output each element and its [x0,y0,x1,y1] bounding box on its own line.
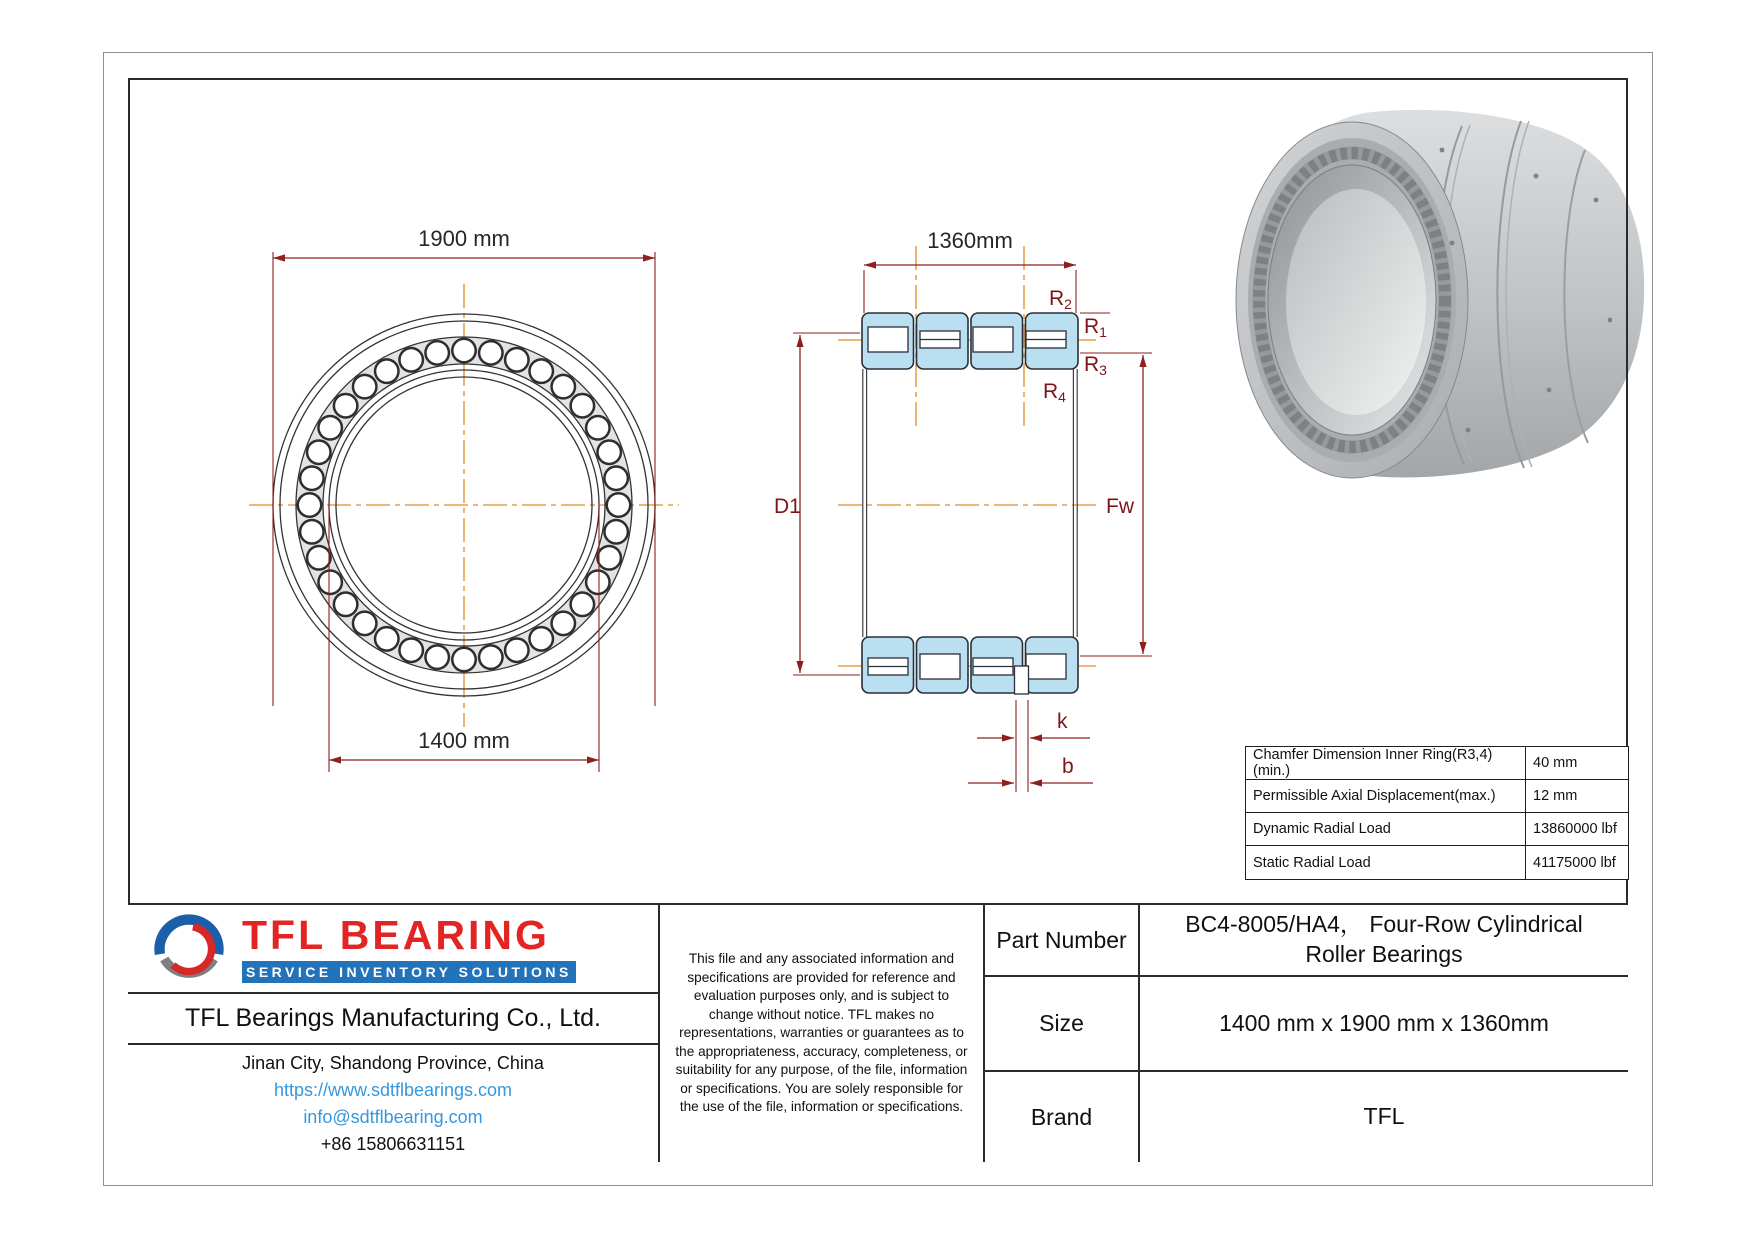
spec-value: 13860000 lbf [1533,821,1617,837]
contact-cell [128,1045,660,1162]
spec-label: Static Radial Load [1246,846,1526,879]
bearing-3d-render [1236,110,1644,478]
d1-label: D1 [774,495,801,518]
b-label: b [1062,755,1074,778]
phone-number: +86 15806631151 [320,1133,466,1154]
brand-label: Brand [985,1072,1140,1162]
website-link[interactable]: https://www.sdtflbearings.com [273,1079,513,1100]
width-dimension-label: 1360mm [927,228,1013,253]
lubrication-slot [1015,666,1029,694]
bore-dimension-label: 1400 mm [418,728,510,753]
brand-name: TFL BEARING [242,912,550,959]
spec-label: Chamfer Dimension Inner Ring(R3,4)(min.) [1246,747,1526,779]
company-name: TFL Bearings Manufacturing Co., Ltd. [128,994,660,1045]
od-dimension-label: 1900 mm [418,226,510,251]
spec-row-static-load [1246,846,1628,879]
k-label: k [1057,710,1068,733]
brand-block [242,914,576,982]
spec-label: Dynamic Radial Load [1246,813,1526,845]
spec-row-chamfer [1246,747,1628,780]
cross-section-drawing [774,228,1152,792]
spec-table [1245,746,1629,880]
r1-label: R1 [1084,315,1107,340]
r2-label: R2 [1049,287,1072,312]
disclaimer-text: This file and any associated information and specifications are provided for reference and evaluation purposes only, and is subject to change without notice. TFL makes no representations, warranties or guarantees as to the appropriateness, accuracy, completeness, or suitability for any purpose, of the file, information or specifications. You are solely responsible for the use of the file, information or specifications. [660,905,985,1162]
spec-row-axial-displacement [1246,780,1628,813]
bore-sheen [1286,189,1426,415]
size-value: 1400 mm x 1900 mm x 1360mm [1140,977,1628,1072]
title-block [128,903,1628,1160]
brand-value: TFL [1363,1103,1405,1130]
r4-label: R4 [1043,380,1066,405]
size-label: Size [985,977,1140,1072]
spec-value: 12 mm [1533,788,1578,804]
fw-label: Fw [1106,495,1134,518]
front-view-drawing [249,226,679,772]
brand-tagline: SERVICE INVENTORY SOLUTIONS [242,961,576,983]
top-ring-assembly [862,313,1078,369]
part-number-label: Part Number [985,905,1140,977]
spec-label: Permissible Axial Displacement(max.) [1246,780,1526,812]
logo-cell [128,905,660,994]
spec-value: 41175000 lbf [1533,854,1616,871]
company-address: Jinan City, Shandong Province, China [242,1052,544,1073]
spec-value: 40 mm [1533,755,1578,771]
tfl-logo-icon [150,910,228,988]
spec-row-dynamic-load [1246,813,1628,846]
part-number-value: BC4-8005/HA4， Four-Row Cylindrical Roller Bearings [1140,905,1628,977]
email-link[interactable]: info@sdtflbearing.com [303,1106,483,1127]
r3-label: R3 [1084,353,1107,378]
